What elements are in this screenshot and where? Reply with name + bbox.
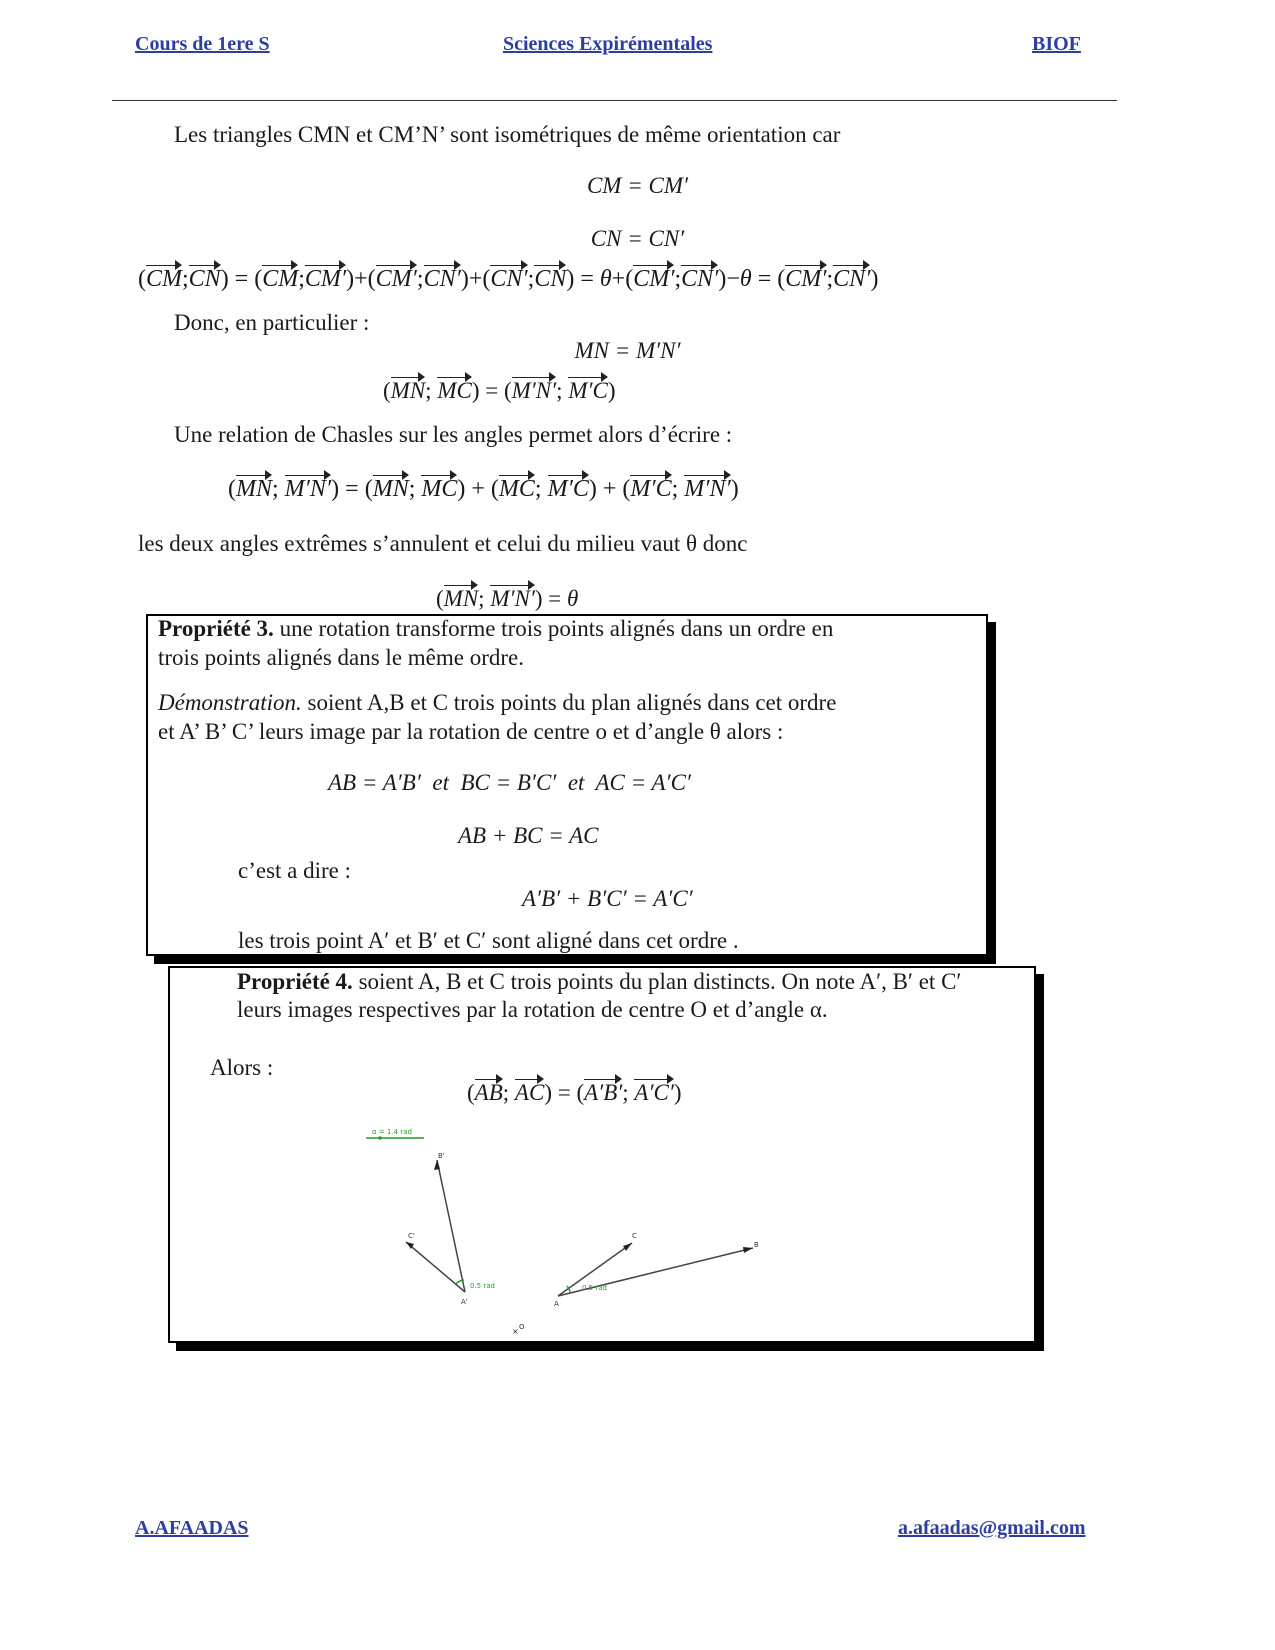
label-b-prime: B' [438, 1152, 445, 1160]
footer-author[interactable]: A.AFAADAS [135, 1517, 249, 1539]
equation-angles: (CM;CN) = (CM;CM′)+(CM′;CN′)+(CN′;CN) = θ+(CM′;CN′)−θ = (CM′;CN′) [138, 266, 879, 292]
label-a-prime: A' [461, 1298, 468, 1306]
figure-angle-label-2: 0.5 rad [582, 1284, 607, 1292]
footer-email[interactable]: a.afaadas@gmail.com [898, 1517, 1086, 1539]
property-4-text1: soient A, B et C trois points du plan distincts. On note A′, B′ et C′ [358, 969, 962, 994]
demo-line-2: et A’ B’ C’ leurs image par la rotation de centre o et d’angle θ alors : [158, 719, 784, 744]
cest-a-dire: c’est a dire : [238, 858, 352, 883]
alpha-slider-knob [378, 1136, 382, 1140]
equation-mn-mc: (MN; MC) = (M′N′; M′C) [383, 378, 616, 403]
property-3-title: Propriété 3. [158, 616, 274, 641]
rotation-figure [360, 1120, 780, 1340]
arrowhead-b [743, 1247, 753, 1253]
arrowhead-b-prime [434, 1160, 440, 1170]
alors-text: Alors : [210, 1055, 274, 1080]
header-rule [112, 100, 1117, 101]
intro-text: Les triangles CMN et CM’N’ sont isométriques de même orientation car [174, 122, 841, 147]
equation-mn: MN = M′N′ [574, 338, 681, 363]
demo-label: Démonstration. [158, 690, 302, 715]
prop3-equation-2: AB + BC = AC [458, 823, 599, 848]
extremes-text: les deux angles extrêmes s’annulent et celui du milieu vaut θ donc [138, 531, 748, 556]
property-4-title: Propriété 4. [237, 969, 353, 994]
demo-text1: soient A,B et C trois points du plan alignés dans cet ordre [307, 690, 837, 715]
label-a: A [554, 1300, 559, 1308]
equation-theta: (MN; M′N′) = θ [436, 586, 579, 611]
label-b: B [754, 1241, 759, 1249]
donc-text: Donc, en particulier : [174, 310, 370, 335]
prop3-equation-1: AB = A′B′ et BC = B′C′ et AC = A′C′ [328, 770, 691, 795]
label-o: O [519, 1323, 525, 1331]
header-right[interactable]: BIOF [1032, 33, 1081, 55]
figure-alpha-label: α = 1.4 rad [372, 1128, 412, 1136]
prop4-equation: (AB; AC) = (A′B′; A′C′) [467, 1080, 682, 1105]
property-4-heading [237, 969, 961, 995]
label-c: C [632, 1232, 637, 1240]
header-center[interactable]: Sciences Expirémentales [503, 33, 713, 55]
equation-cm: CM = CM′ [586, 173, 689, 198]
figure-angle-label-1: 0.5 rad [470, 1282, 495, 1290]
label-c-prime: C' [408, 1232, 415, 1240]
prop3-conclusion: les trois point A′ et B′ et C′ sont aligné dans cet ordre . [238, 928, 739, 953]
header-left[interactable]: Cours de 1ere S [135, 33, 270, 55]
property-4-text2: leurs images respectives par la rotation de centre O et d’angle α. [237, 997, 828, 1022]
prop3-equation-3: A′B′ + B′C′ = A′C′ [522, 886, 693, 911]
equation-cn: CN = CN′ [590, 226, 685, 251]
demo-line-1 [158, 690, 836, 716]
center-o-marker: × [512, 1327, 519, 1336]
arrowhead-c [623, 1243, 632, 1251]
property-3-text1: une rotation transforme trois points alignés dans un ordre en [279, 616, 834, 641]
property-3-text2: trois points alignés dans le même ordre. [158, 645, 525, 670]
equation-chasles: (MN; M′N′) = (MN; MC) + (MC; M′C) + (M′C; M′N′) [228, 476, 739, 502]
property-3-heading [158, 616, 833, 642]
chasles-text: Une relation de Chasles sur les angles permet alors d’écrire : [174, 422, 733, 447]
